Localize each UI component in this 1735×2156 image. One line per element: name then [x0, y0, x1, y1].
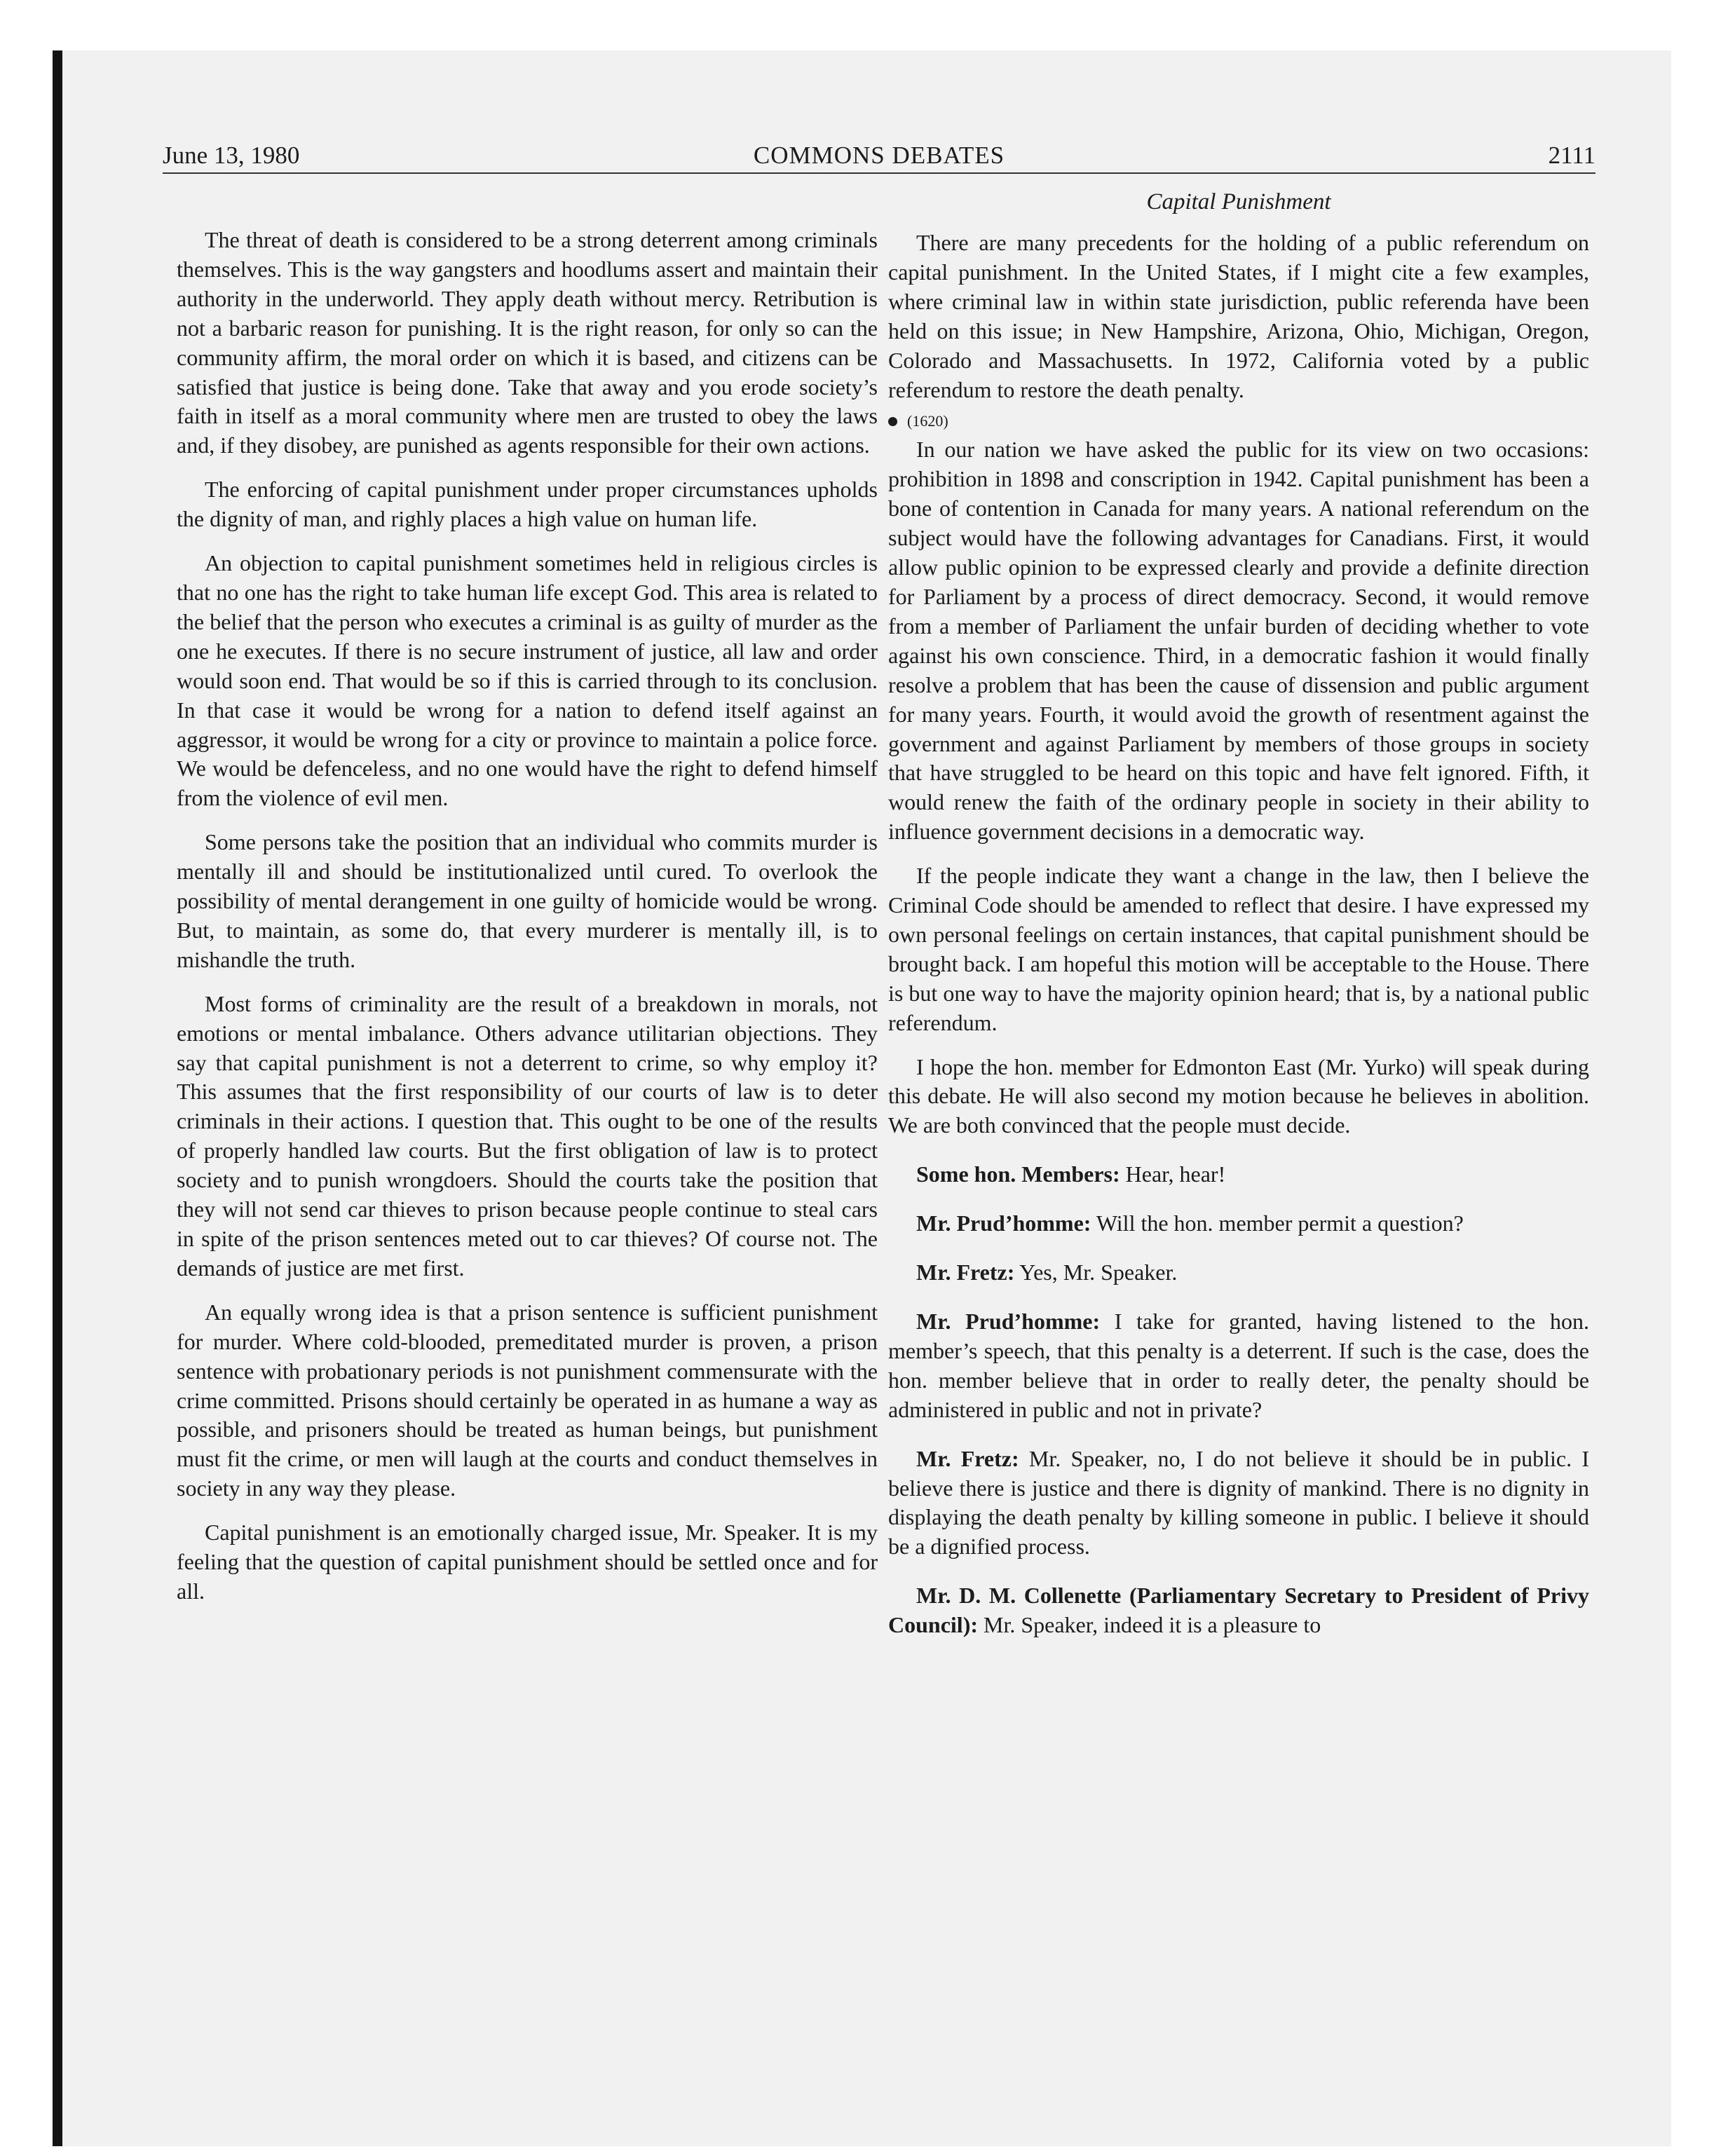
speech-text: Yes, Mr. Speaker. — [1014, 1260, 1178, 1285]
speech-text: I take for granted, having listened to the hon. member’s speech, that this penalty is a deterrent. If such is the case, does the hon. member believe that in order to really deter, the penalty should be administered in public and not in private? — [888, 1309, 1590, 1422]
header-page-number: 2111 — [1548, 142, 1595, 169]
paragraph: I hope the hon. member for Edmonton East (Mr. Yurko) will speak during this debate. He will also second my motion because he believes in abolition. We are both convinced that the people must decide. — [888, 1053, 1589, 1138]
speech-exchange — [888, 1209, 1589, 1239]
speech-text: Hear, hear! — [1120, 1161, 1226, 1187]
speech-exchange — [888, 1160, 1589, 1189]
paragraph: An equally wrong idea is that a prison sentence is sufficient punishment for murder. Where cold-blooded, premeditated murder is proven, a prison sentence with probationary periods is not punishment commensurate with the crime committed. Prisons should certainly be operated in as humane a way as possible, and prisoners should be treated as human beings, but punishment must fit the crime, or men will laugh at the courts and conduct themselves in society in any way they please. — [177, 1299, 878, 1501]
bullet-icon — [888, 417, 897, 426]
speaker-name: Mr. D. M. Collenette (Parliamentary Secretary to President of Privy Council): — [888, 1583, 1589, 1638]
speech-exchange — [888, 1581, 1589, 1640]
paragraph: The threat of death is considered to be a strong deterrent among criminals themselves. This is the way gangsters and hoodlums assert and maintain their authority in the underworld. They apply death without mercy. Retribution is not a barbaric reason for punishing. It is the right reason, for only so can the community affirm, the moral order on which it is based, and citizens can be satisfied that justice is being done. Take that away and you erode society’s faith in itself as a moral community where men are trusted to obey the laws and, if they disobey, are punished as agents responsible for their own actions. — [177, 227, 878, 458]
scan-edge — [53, 50, 62, 2146]
speech-text: Mr. Speaker, indeed it is a pleasure to — [978, 1612, 1321, 1638]
speaker-name: Mr. Fretz: — [916, 1260, 1015, 1285]
paragraph: There are many precedents for the holding of a public referendum on capital punishment. In the United States, if I might cite a few examples, where criminal law in within state jurisdiction, public referenda have been held on this issue; in New Hampshire, Arizona, Ohio, Michigan, Oregon, Colorado and Massachusetts. In 1972, California voted by a public referendum to restore the death penalty. — [888, 230, 1589, 402]
left-column — [177, 226, 878, 1606]
speaker-name: Mr. Prud’homme: — [916, 1210, 1091, 1236]
speaker-name: Mr. Fretz: — [916, 1445, 1019, 1471]
timestamp-marker — [888, 407, 1589, 435]
paragraph: Some persons take the position that an individual who commits murder is mentally ill and should be institutionalized until cured. To overlook the possibility of mental derangement in one guilty of homicide would be wrong. But, to maintain, as some do, that every murderer is mentally ill, is to mishandle the truth. — [177, 829, 878, 972]
paragraph: In our nation we have asked the public for its view on two occasions: prohibition in 1898 and conscription in 1942. Capital punishment has been a bone of contention in Canada for many years. A national referendum on the subject would have the following advantages for Canadians. First, it would allow public opinion to be expressed clearly and provide a definite direction for Parliament by a process of direct democracy. Second, it would remove from a member of Parliament the unfair burden of deciding whether to vote against his own conscience. Third, in a democratic fashion it would finally resolve a problem that has been the cause of dissension and public argument for many years. Fourth, it would avoid the growth of resentment against the government and against Parliament by members of those groups in society that have struggled to be heard on this topic and have felt ignored. Fifth, it would renew the faith of the ordinary people in society in their ability to influence government decisions in a democratic way. — [888, 437, 1589, 845]
speech-exchange — [888, 1445, 1589, 1562]
header-title: COMMONS DEBATES — [753, 142, 1005, 169]
speech-text: Mr. Speaker, no, I do not believe it should be in public. I believe there is justice and there is dignity of mankind. There is no dignity in displaying the death penalty by killing someone in public. I believe it should be a dignified process. — [888, 1445, 1589, 1560]
timestamp-text: (1620) — [907, 412, 948, 430]
paragraph: Capital punishment is an emotionally charged issue, Mr. Speaker. It is my feeling that the question of capital punishment should be settled once and for all. — [177, 1520, 878, 1604]
paragraph: An objection to capital punishment sometimes held in religious circles is that no one has the right to take human life except God. This area is related to the belief that the person who executes a criminal is as guilty of murder as the one he executes. If there is no secure instrument of justice, all law and order would soon end. That would be so if this is carried through to its conclusion. In that case it would be wrong for a nation to defend itself against an aggressor, it would be wrong for a city or province to maintain a police force. We would be defenceless, and no one would have the right to defend himself from the violence of evil men. — [177, 550, 878, 811]
page-header — [163, 139, 1595, 174]
speech-exchange — [888, 1258, 1589, 1288]
paragraph: Most forms of criminality are the result of a breakdown in morals, not emotions or mental imbalance. Others advance utilitarian objections. They say that capital punishment is not a deterrent to crime, so why employ it? This assumes that the first responsibility of our courts of law is to deter criminals in their actions. I question that. This ought to be one of the results of properly handled law courts. But the first obligation of law is to protect society and to punish wrongdoers. Should the courts take the position that they will not send car thieves to prison because people continue to steal cars in spite of the prison sentences meted out to car thieves? Of course not. The demands of justice are met first. — [177, 990, 878, 1281]
right-column — [888, 228, 1589, 1640]
speaker-name: Mr. Prud’homme: — [916, 1309, 1101, 1334]
paragraph: The enforcing of capital punishment under proper circumstances upholds the dignity of man, and righly places a high value on human life. — [177, 477, 878, 532]
section-title: Capital Punishment — [1146, 189, 1331, 214]
header-date: June 13, 1980 — [163, 142, 300, 169]
speech-text: Will the hon. member permit a question? — [1091, 1210, 1464, 1236]
speech-exchange — [888, 1307, 1589, 1425]
speaker-name: Some hon. Members: — [916, 1161, 1120, 1187]
paragraph: If the people indicate they want a change in the law, then I believe the Criminal Code should be amended to reflect that desire. I have expressed my own personal feelings on certain instances, that capital punishment should be brought back. I am hopeful this motion will be acceptable to the House. There is but one way to have the majority opinion heard; that is, by a national public referendum. — [888, 863, 1589, 1035]
